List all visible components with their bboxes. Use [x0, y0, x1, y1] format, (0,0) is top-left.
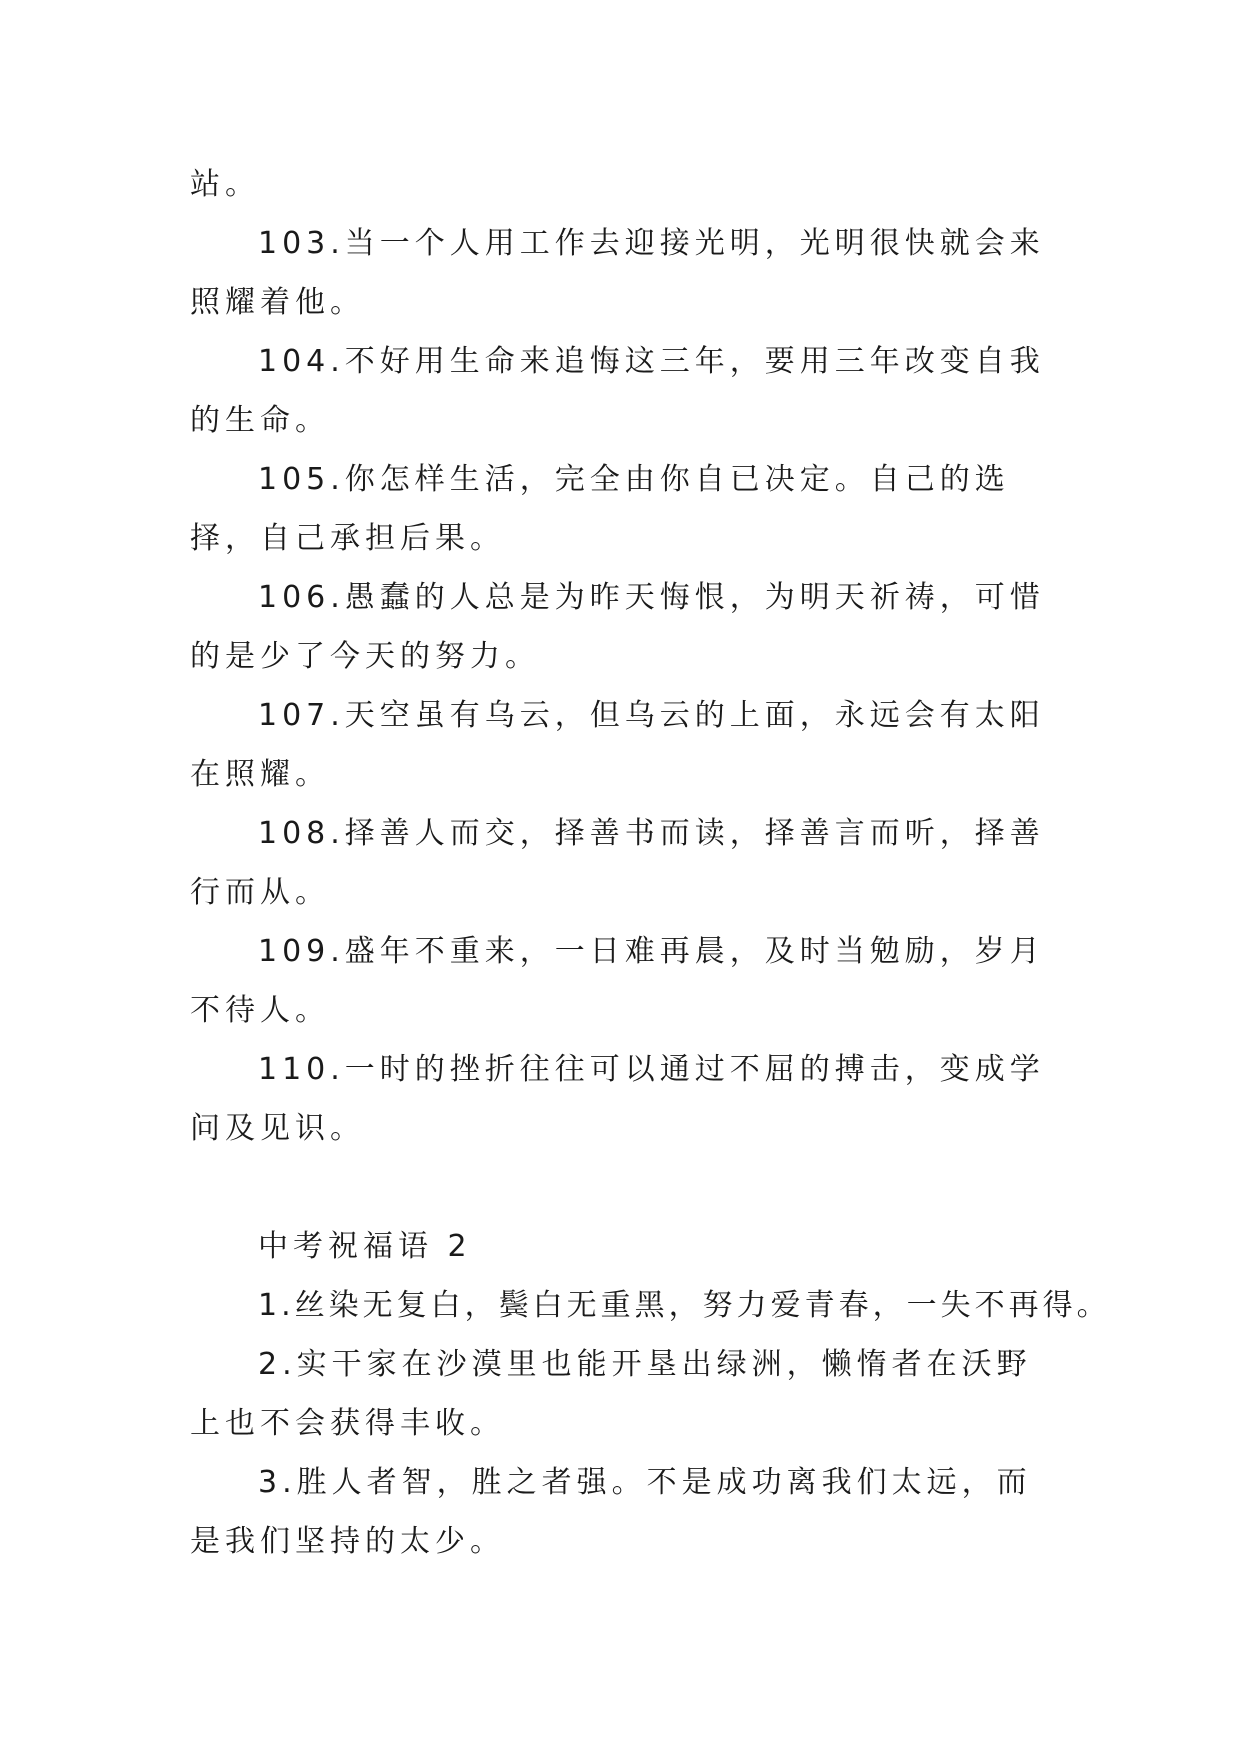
quote-109: 109.盛年不重来，一日难再晨，及时当勉励，岁月不待人。 — [190, 934, 1045, 1028]
quote-108: 108.择善人而交，择善书而读，择善言而听，择善行而从。 — [190, 816, 1045, 910]
quote-105: 105.你怎样生活，完全由你自已决定。自己的选择，自己承担后果。 — [190, 462, 1010, 556]
continuation-text: 站。 — [190, 167, 260, 202]
quote-110: 110.一时的挫折往往可以通过不屈的搏击，变成学问及见识。 — [190, 1052, 1045, 1146]
section-title: 中考祝福语 2 — [258, 1229, 472, 1264]
document-body — [190, 155, 1111, 1571]
quote-2: 2.实干家在沙漠里也能开垦出绿洲，懒惰者在沃野上也不会获得丰收。 — [190, 1347, 1032, 1441]
quote-103: 103.当一个人用工作去迎接光明，光明很快就会来照耀着他。 — [190, 226, 1045, 320]
quote-3: 3.胜人者智，胜之者强。不是成功离我们太远，而是我们坚持的太少。 — [190, 1465, 1032, 1559]
section-gap — [190, 1158, 1050, 1217]
quote-107: 107.天空虽有乌云，但乌云的上面，永远会有太阳在照耀。 — [190, 698, 1045, 792]
quote-1: 1.丝染无复白，鬓白无重黑，努力爱青春，一失不再得。 — [258, 1288, 1111, 1323]
quote-104: 104.不好用生命来追悔这三年，要用三年改变自我的生命。 — [190, 344, 1045, 438]
quote-106: 106.愚蠢的人总是为昨天悔恨，为明天祈祷，可惜的是少了今天的努力。 — [190, 580, 1045, 674]
